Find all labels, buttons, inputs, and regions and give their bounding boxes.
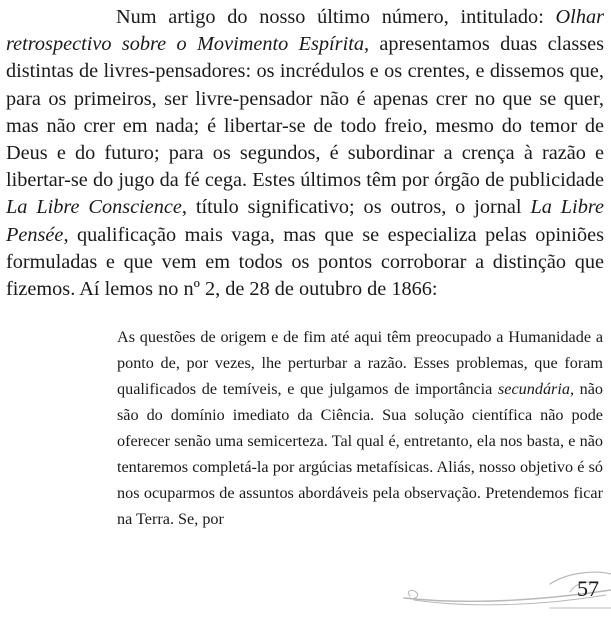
publication-title: La Libre Pensée — [6, 196, 604, 246]
emphasized-word: secundária — [498, 380, 570, 398]
quote-text-segment: As questões de origem e de fim até aqui têm preocupado a Humanidade a ponto de, por vezes, lhe perturbar a razão. Esses problemas, que foram qualificados de temíveis, e que julgamos de importância — [117, 328, 603, 398]
quote-text-segment: , não são do domínio imediato da Ciência. Sua solução científica não pode oferecer senão uma semicerteza. Tal qual é, entretanto, ela nos basta, e não tentaremos completá-la por argúcias metafísicas. Aliás, nosso objetivo é só nos ocuparmos de assuntos abordáveis pela observação. Pretendemos ficar na Terra. Se, por — [117, 380, 604, 528]
body-text-segment: , apresentamos duas classes distintas de livres-pensadores: os incrédulos e os crentes, e dissemos que, para os primeiros, ser livre-pensador não é apenas crer no que se quer, mas não crer em nada; é libertar-se de todo freio, mesmo do temor de Deus e do futuro; para os segundos, é subordinar a crença à razão e libertar-se do jugo da fé cega. Estes últimos têm por órgão de publicidade — [6, 33, 604, 192]
body-text-segment: Num artigo do nosso último número, intitulado: — [116, 6, 556, 28]
article-title: Olhar retrospectivo sobre o Movimento Espírita — [6, 6, 604, 56]
publication-title: La Libre Conscience — [6, 196, 182, 219]
body-paragraph — [6, 4, 604, 303]
body-text-segment: , título significativo; os outros, o jornal — [181, 196, 531, 219]
body-text-segment: , qualificação mais vaga, mas que se especializa pelas opiniões formuladas e que vem em todos os pontos corroborar a distinção que fizemos. Aí lemos no nº 2, de 28 de outubro de 1866: — [6, 223, 604, 301]
page-number: 57 — [577, 576, 599, 601]
block-quote — [117, 324, 603, 532]
